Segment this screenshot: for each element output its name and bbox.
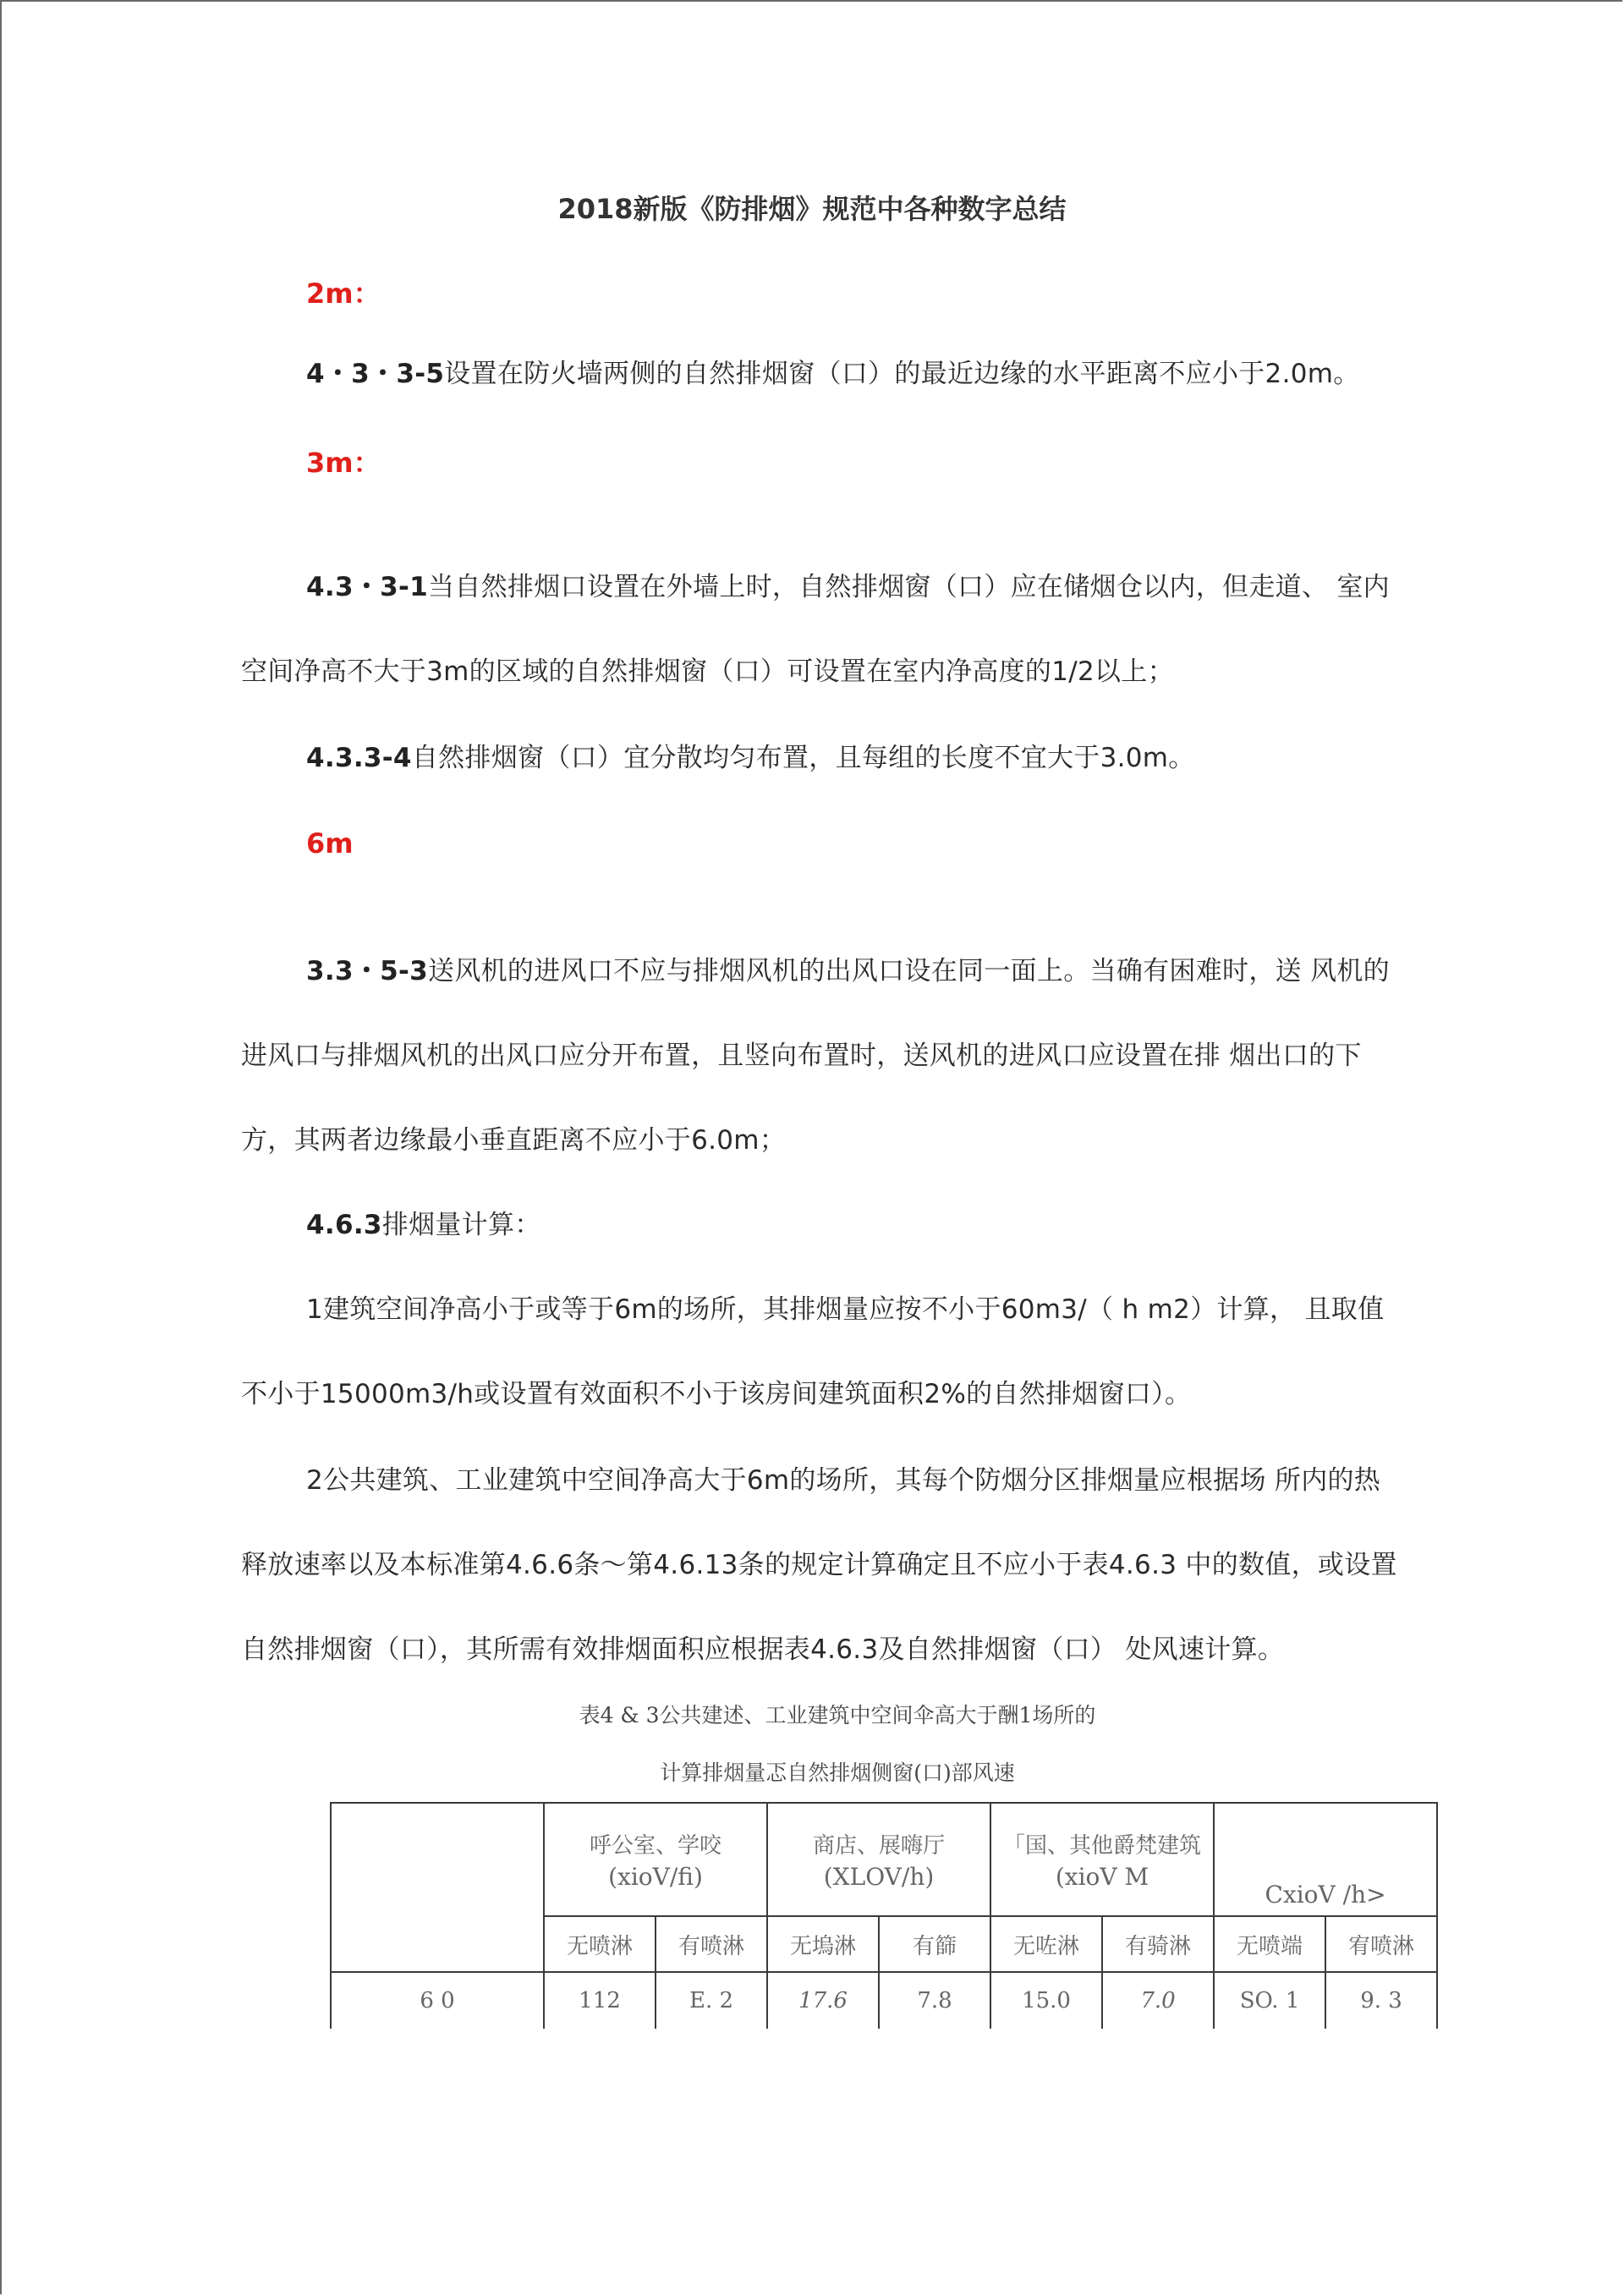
table-cell: 17.6 <box>767 1972 879 2029</box>
table-subheader: 无塢淋 <box>767 1916 879 1972</box>
table-group-header <box>990 1803 1214 1916</box>
clause-text: 自然排烟窗（口），其所需有效排烟面积应根据表4.6.3及自然排烟窗（口） 处风速计算。 <box>241 1634 1285 1665</box>
group-header-unit: (XLOV/h) <box>823 1863 935 1891</box>
table-row <box>331 1972 1437 2029</box>
group-header-name: 呼公室、学咬 <box>590 1833 722 1859</box>
table-subheader: 有篩 <box>879 1916 990 1972</box>
section-heading-3m: 3m： <box>306 447 381 479</box>
clause-text: 设置在防火墙两侧的自然排烟窗（口）的最近边缘的水平距离不应小于2.0m。 <box>444 359 1360 389</box>
group-header-name: 商店、展嗨厅 <box>813 1833 946 1859</box>
table-subheader: 无咗淋 <box>990 1916 1102 1972</box>
table-cell: 7.8 <box>879 1972 990 2029</box>
table-cell: 15.0 <box>990 1972 1102 2029</box>
clause-number: 4・3・3-5 <box>306 359 445 389</box>
clause-line <box>306 949 1390 987</box>
clause-line <box>241 650 1174 688</box>
clause-text: 当自然排烟口设置在外墙上时，自然排烟窗（口）应在储烟仓以内，但走道、 室内 <box>428 572 1390 602</box>
clause-line <box>306 1458 1380 1497</box>
clause-line <box>306 352 1360 390</box>
clause-text: 释放速率以及本标准第4.6.6条～第4.6.13条的规定计算确定且不应小于表4.6.3 中的数值，或设置 <box>241 1550 1397 1580</box>
group-header-unit: CxioV /h> <box>1265 1881 1386 1909</box>
clause-line <box>306 565 1390 603</box>
clause-text: 2公共建筑、工业建筑中空间净高大于6m的场所，其每个防烟分区排烟量应根据场 所内的热 <box>306 1465 1381 1496</box>
table-group-header <box>1214 1803 1437 1916</box>
table-subheader: 无喷淋 <box>544 1916 656 1972</box>
clause-number: 4.6.3 <box>306 1210 382 1240</box>
clause-line <box>241 1034 1362 1072</box>
clause-text: 方，其两者边缘最小垂直距离不应小于6.0m； <box>241 1125 787 1156</box>
clause-line <box>241 1628 1284 1666</box>
clause-line <box>241 1543 1397 1581</box>
table-header-row <box>331 1803 1437 1916</box>
table-group-header <box>544 1803 767 1916</box>
clause-text: 自然排烟窗（口）宜分散均匀布置，且每组的长度不宜大于3.0m。 <box>411 743 1195 773</box>
clause-text: 送风机的进风口不应与排烟风机的出风口设在同一面上。当确有困难时，送 风机的 <box>428 956 1390 986</box>
smoke-exhaust-table <box>330 1802 1438 2029</box>
group-header-name: 「国、其他爵梵建筑 <box>1003 1833 1202 1859</box>
table-subheader: 有喷淋 <box>656 1916 767 1972</box>
clause-line <box>306 1203 541 1241</box>
table-subheader: 有骑淋 <box>1102 1916 1214 1972</box>
group-header-unit: (xioV/fi) <box>608 1863 703 1891</box>
table-caption-line2: 计算排烟量忑自然排烟侧窗(口)部风速 <box>660 1760 1015 1785</box>
clause-line <box>241 1118 786 1156</box>
clause-text: 进风口与排烟风机的出风口应分开布置，且竖向布置时，送风机的进风口应设置在排 烟出口的下 <box>241 1041 1362 1071</box>
clause-number: 4.3・3-1 <box>306 572 429 602</box>
table-subheader: 宥喷淋 <box>1325 1916 1437 1972</box>
table-cell: 9. 3 <box>1325 1972 1437 2029</box>
document-title: 2018新版《防排烟》规范中各种数字总结 <box>557 193 1067 225</box>
table-row-label: 6 0 <box>331 1972 544 2029</box>
section-heading-2m: 2m： <box>306 277 381 310</box>
section-heading-6m: 6m <box>306 827 354 860</box>
table-corner-cell <box>331 1803 544 1972</box>
clause-text: 1建筑空间净高小于或等于6m的场所，其排烟量应按不小于60m3/（ h m2）计算， 且取值 <box>306 1294 1385 1325</box>
clause-number: 3.3・5-3 <box>306 956 429 986</box>
table-cell: SO. 1 <box>1214 1972 1325 2029</box>
clause-number: 4.3.3-4 <box>306 743 412 773</box>
table-cell: E. 2 <box>656 1972 767 2029</box>
group-header-unit: (xioV M <box>1055 1863 1149 1891</box>
clause-text: 空间净高不大于3m的区域的自然排烟窗（口）可设置在室内净高度的1/2以上； <box>241 656 1174 687</box>
table-subheader: 无喷端 <box>1214 1916 1325 1972</box>
clause-line <box>306 736 1195 774</box>
table-caption-line1: 表4 & 3公共建述、工业建筑中空间伞高大于酬1场所的 <box>579 1703 1096 1727</box>
clause-line <box>306 1288 1384 1326</box>
table-cell: 112 <box>544 1972 656 2029</box>
clause-text: 排烟量计算： <box>381 1210 541 1240</box>
table-group-header <box>767 1803 990 1916</box>
clause-text: 不小于15000m3/h或设置有效面积不小于该房间建筑面积2%的自然排烟窗口）。 <box>241 1379 1192 1409</box>
clause-line <box>241 1372 1191 1410</box>
table-cell: 7.0 <box>1102 1972 1214 2029</box>
